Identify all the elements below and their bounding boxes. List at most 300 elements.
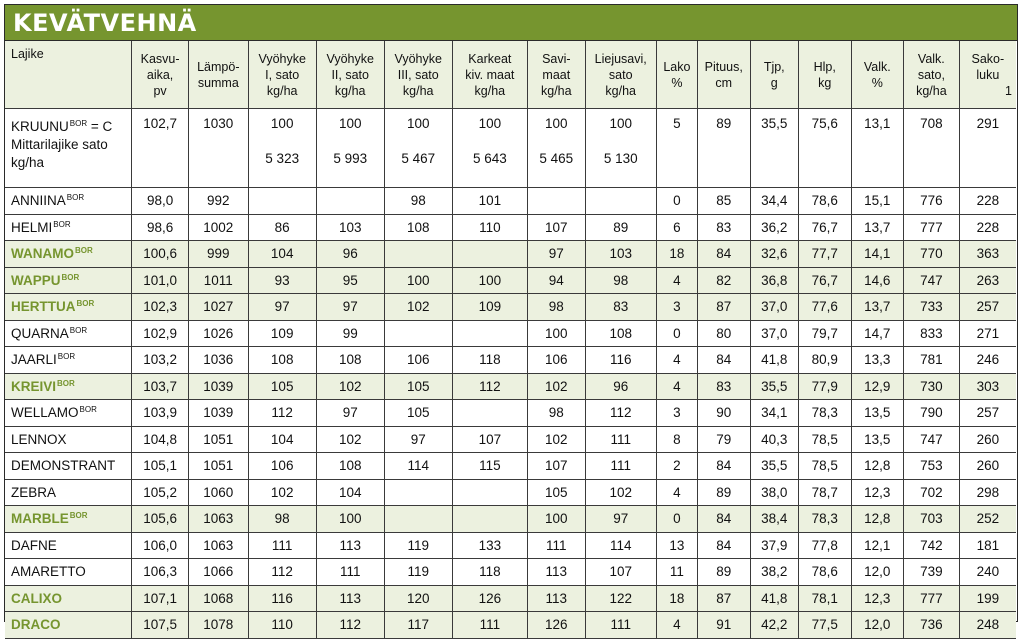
- value-cell: 78,3: [798, 506, 851, 533]
- value-cell: 76,7: [798, 267, 851, 294]
- value-cell: 1027: [188, 294, 248, 321]
- value-cell: 13,3: [851, 347, 904, 374]
- absolute-yield: 5 467: [401, 151, 436, 166]
- column-header: [316, 41, 384, 109]
- value-cell: 78,1: [798, 585, 851, 612]
- column-header-line: Karkeat: [468, 51, 512, 66]
- reference-value-cell: [527, 109, 585, 188]
- column-header-line: kiv. maat: [465, 67, 515, 82]
- table-title: KEVÄTVEHNÄ: [13, 8, 197, 37]
- value-cell: 105,6: [132, 506, 189, 533]
- value-cell: 98: [527, 400, 585, 427]
- reference-value-cell: [132, 109, 189, 188]
- value-cell: 1063: [188, 532, 248, 559]
- column-header-line: %: [871, 75, 883, 90]
- value-cell: 109: [452, 294, 527, 321]
- value-cell: 103,2: [132, 347, 189, 374]
- value-cell: 86: [248, 214, 316, 241]
- absolute-yield: 5 130: [603, 151, 638, 166]
- value-cell: 98: [384, 188, 452, 215]
- variety-name-cell: [5, 532, 132, 559]
- column-header-line: kg/ha: [474, 83, 506, 98]
- value-cell: 14,6: [851, 267, 904, 294]
- value-cell: 4: [656, 612, 697, 639]
- value-cell: 77,8: [798, 532, 851, 559]
- value-cell: 12,3: [851, 585, 904, 612]
- value-cell: 89: [697, 559, 750, 586]
- column-header-line: aika,: [146, 67, 174, 82]
- value-cell: 298: [959, 479, 1016, 506]
- absolute-yield: 5 465: [539, 151, 574, 166]
- value-cell: 2: [656, 453, 697, 480]
- column-header-line: kg/ha: [916, 83, 947, 98]
- value-cell: 113: [527, 585, 585, 612]
- value-cell: 102: [316, 373, 384, 400]
- value-cell: 113: [316, 532, 384, 559]
- value-cell: 116: [585, 347, 656, 374]
- value-cell: 12,8: [851, 453, 904, 480]
- value-cell: 107: [585, 559, 656, 586]
- column-header-line: Vyöhyke: [394, 51, 442, 66]
- value-cell: 703: [904, 506, 960, 533]
- column-header-line: Lako: [663, 59, 691, 74]
- relative-value: 100: [270, 116, 294, 131]
- value-cell: 37,9: [750, 532, 798, 559]
- value-cell: 79: [697, 426, 750, 453]
- value-cell: 105: [384, 400, 452, 427]
- value-cell: 106,0: [132, 532, 189, 559]
- value-cell: 97: [316, 400, 384, 427]
- value-cell: 99: [316, 320, 384, 347]
- value-cell: 181: [959, 532, 1016, 559]
- bor-superscript: BOR: [57, 352, 76, 362]
- spacer: [453, 134, 527, 149]
- value-cell: 103: [316, 214, 384, 241]
- value-cell: 112: [316, 612, 384, 639]
- value-cell: 97: [527, 241, 585, 268]
- value-cell: 257: [959, 294, 1016, 321]
- value-cell: 40,3: [750, 426, 798, 453]
- relative-value: 89: [716, 116, 732, 131]
- value-cell: 1011: [188, 267, 248, 294]
- value-cell: 83: [697, 373, 750, 400]
- table-row: [5, 241, 1016, 268]
- relative-value: 75,6: [811, 116, 838, 131]
- variety-name: WELLAMO: [11, 405, 79, 421]
- value-cell: 18: [656, 585, 697, 612]
- value-cell: 84: [697, 453, 750, 480]
- column-header: [904, 41, 960, 109]
- value-cell: 100: [452, 267, 527, 294]
- value-cell: 78,6: [798, 188, 851, 215]
- value-cell: 12,9: [851, 373, 904, 400]
- value-cell: 100: [527, 320, 585, 347]
- table-row: [5, 267, 1016, 294]
- header-row: [5, 41, 1016, 109]
- reference-subtitle: Mittarilajike sato kg/ha: [11, 137, 108, 170]
- value-cell: 100: [384, 267, 452, 294]
- value-cell: [384, 241, 452, 268]
- value-cell: 34,1: [750, 400, 798, 427]
- value-cell: 992: [188, 188, 248, 215]
- relative-value: 13,1: [864, 116, 891, 131]
- spacer: [528, 134, 585, 149]
- table-row: [5, 453, 1016, 480]
- value-cell: 747: [904, 267, 960, 294]
- column-header-line: %: [671, 75, 683, 90]
- bor-superscript: BOR: [61, 272, 80, 282]
- variety-name-cell: [5, 479, 132, 506]
- value-cell: 78,5: [798, 426, 851, 453]
- value-cell: 13,7: [851, 294, 904, 321]
- value-cell: [452, 479, 527, 506]
- column-header-line: Vyöhyke: [258, 51, 306, 66]
- reference-value-cell: [656, 109, 697, 188]
- column-header-line: Hlp,: [813, 59, 836, 74]
- value-cell: 12,1: [851, 532, 904, 559]
- value-cell: 77,6: [798, 294, 851, 321]
- value-cell: 98: [248, 506, 316, 533]
- value-cell: 1068: [188, 585, 248, 612]
- column-header: [132, 41, 189, 109]
- bor-superscript: BOR: [57, 378, 75, 388]
- value-cell: 77,9: [798, 373, 851, 400]
- value-cell: 730: [904, 373, 960, 400]
- column-header-line: Lämpö-: [197, 59, 240, 74]
- value-cell: 248: [959, 612, 1016, 639]
- value-cell: 118: [452, 347, 527, 374]
- spacer: [586, 134, 656, 149]
- value-cell: 78,3: [798, 400, 851, 427]
- value-cell: 260: [959, 453, 1016, 480]
- value-cell: 702: [904, 479, 960, 506]
- value-cell: 770: [904, 241, 960, 268]
- value-cell: [452, 400, 527, 427]
- column-header: [656, 41, 697, 109]
- value-cell: [384, 320, 452, 347]
- value-cell: 104: [316, 479, 384, 506]
- value-cell: 85: [697, 188, 750, 215]
- bor-superscript: BOR: [76, 299, 95, 309]
- variety-table-panel: [4, 4, 1018, 633]
- variety-name-cell: [5, 188, 132, 215]
- value-cell: 94: [527, 267, 585, 294]
- column-header-line: cm: [715, 75, 733, 90]
- value-cell: 120: [384, 585, 452, 612]
- value-cell: 89: [697, 479, 750, 506]
- table-row: [5, 479, 1016, 506]
- value-cell: 108: [248, 347, 316, 374]
- value-cell: 77,5: [798, 612, 851, 639]
- variety-name: ZEBRA: [11, 484, 57, 500]
- value-cell: 742: [904, 532, 960, 559]
- value-cell: 87: [697, 585, 750, 612]
- absolute-yield: 5 643: [472, 151, 507, 166]
- value-cell: 111: [527, 532, 585, 559]
- column-header: [750, 41, 798, 109]
- relative-value: 100: [545, 116, 568, 131]
- value-cell: [585, 188, 656, 215]
- column-header-line: luku: [976, 67, 1000, 82]
- variety-name: MARBLE: [11, 511, 69, 527]
- value-cell: 112: [248, 559, 316, 586]
- value-cell: 111: [316, 559, 384, 586]
- column-header-line: maat: [542, 67, 571, 82]
- value-cell: 6: [656, 214, 697, 241]
- value-cell: 122: [585, 585, 656, 612]
- variety-name: HELMI: [11, 219, 53, 235]
- value-cell: 102: [316, 426, 384, 453]
- value-cell: 35,5: [750, 373, 798, 400]
- value-cell: [527, 188, 585, 215]
- value-cell: 102: [527, 426, 585, 453]
- value-cell: 84: [697, 241, 750, 268]
- value-cell: 4: [656, 347, 697, 374]
- value-cell: 111: [585, 453, 656, 480]
- table-row: [5, 559, 1016, 586]
- value-cell: 105,1: [132, 453, 189, 480]
- column-header-line: kg: [818, 75, 832, 90]
- variety-name-cell: [5, 426, 132, 453]
- value-cell: 84: [697, 532, 750, 559]
- value-cell: 13: [656, 532, 697, 559]
- bor-superscript: BOR: [75, 246, 93, 256]
- variety-name: WAPPU: [11, 272, 61, 288]
- reference-value-cell: [959, 109, 1016, 188]
- value-cell: 781: [904, 347, 960, 374]
- value-cell: 113: [527, 559, 585, 586]
- column-header: [527, 41, 585, 109]
- value-cell: 790: [904, 400, 960, 427]
- value-cell: 32,6: [750, 241, 798, 268]
- value-cell: [384, 479, 452, 506]
- variety-name-cell: [5, 585, 132, 612]
- relative-value: 5: [673, 116, 681, 131]
- variety-name: KRUUNU: [11, 119, 69, 134]
- value-cell: 1060: [188, 479, 248, 506]
- variety-name: KREIVI: [11, 378, 57, 394]
- value-cell: 1051: [188, 453, 248, 480]
- value-cell: 3: [656, 294, 697, 321]
- column-header-line: Kasvu-: [140, 51, 180, 66]
- spacer: [385, 134, 452, 149]
- variety-name: HERTTUA: [11, 299, 76, 315]
- value-cell: 107,5: [132, 612, 189, 639]
- value-cell: 98,6: [132, 214, 189, 241]
- value-cell: 13,7: [851, 214, 904, 241]
- column-header: [188, 41, 248, 109]
- value-cell: 4: [656, 373, 697, 400]
- value-cell: 35,5: [750, 453, 798, 480]
- column-header-line: 1: [1005, 83, 1012, 98]
- variety-name-cell: [5, 241, 132, 268]
- relative-value: 708: [920, 116, 943, 131]
- value-cell: 102,3: [132, 294, 189, 321]
- value-cell: 112: [452, 373, 527, 400]
- variety-name-cell: [5, 109, 132, 188]
- bor-superscript: BOR: [53, 219, 71, 229]
- value-cell: 36,2: [750, 214, 798, 241]
- reference-value-cell: [904, 109, 960, 188]
- column-header-line: Lajike: [11, 47, 44, 61]
- column-header: [959, 41, 1016, 109]
- variety-name-cell: [5, 612, 132, 639]
- value-cell: 97: [316, 294, 384, 321]
- column-header-line: I, sato: [265, 67, 300, 82]
- value-cell: 12,8: [851, 506, 904, 533]
- value-cell: 1036: [188, 347, 248, 374]
- value-cell: 999: [188, 241, 248, 268]
- table-row: [5, 532, 1016, 559]
- value-cell: [248, 188, 316, 215]
- value-cell: 1039: [188, 400, 248, 427]
- value-cell: 82: [697, 267, 750, 294]
- table-row: [5, 400, 1016, 427]
- value-cell: 12,0: [851, 559, 904, 586]
- column-header: [851, 41, 904, 109]
- value-cell: 111: [452, 612, 527, 639]
- value-cell: 111: [585, 612, 656, 639]
- reference-row: [5, 109, 1016, 188]
- value-cell: 36,8: [750, 267, 798, 294]
- value-cell: 228: [959, 214, 1016, 241]
- value-cell: 257: [959, 400, 1016, 427]
- value-cell: 97: [248, 294, 316, 321]
- value-cell: 102: [585, 479, 656, 506]
- value-cell: 199: [959, 585, 1016, 612]
- relative-value: 100: [406, 116, 430, 131]
- value-cell: 96: [585, 373, 656, 400]
- value-cell: 1066: [188, 559, 248, 586]
- value-cell: 18: [656, 241, 697, 268]
- value-cell: 733: [904, 294, 960, 321]
- relative-value: 102,7: [143, 116, 177, 131]
- column-header-line: Valk.: [863, 59, 891, 74]
- value-cell: 4: [656, 267, 697, 294]
- value-cell: 98,0: [132, 188, 189, 215]
- relative-value: 35,5: [761, 116, 788, 131]
- table-row: [5, 294, 1016, 321]
- reference-value-cell: [750, 109, 798, 188]
- bor-superscript: BOR: [66, 193, 85, 203]
- value-cell: 102: [527, 373, 585, 400]
- value-cell: 98: [527, 294, 585, 321]
- value-cell: 303: [959, 373, 1016, 400]
- value-cell: 126: [452, 585, 527, 612]
- value-cell: 116: [248, 585, 316, 612]
- reference-value-cell: [585, 109, 656, 188]
- bor-superscript: BOR: [79, 405, 97, 415]
- table-row: [5, 426, 1016, 453]
- column-header: [452, 41, 527, 109]
- value-cell: 113: [316, 585, 384, 612]
- value-cell: 105: [248, 373, 316, 400]
- value-cell: 95: [316, 267, 384, 294]
- value-cell: 79,7: [798, 320, 851, 347]
- value-cell: 4: [656, 479, 697, 506]
- value-cell: 97: [585, 506, 656, 533]
- value-cell: 117: [384, 612, 452, 639]
- value-cell: 78,5: [798, 453, 851, 480]
- table-row: [5, 585, 1016, 612]
- value-cell: 102: [384, 294, 452, 321]
- spacer: [249, 134, 316, 149]
- value-cell: 37,0: [750, 294, 798, 321]
- value-cell: 363: [959, 241, 1016, 268]
- value-cell: 0: [656, 506, 697, 533]
- variety-name-cell: [5, 400, 132, 427]
- column-header-line: kg/ha: [605, 83, 636, 98]
- reference-value-cell: [188, 109, 248, 188]
- value-cell: 777: [904, 214, 960, 241]
- reference-value-cell: [798, 109, 851, 188]
- value-cell: 103,9: [132, 400, 189, 427]
- value-cell: 80: [697, 320, 750, 347]
- value-cell: 13,5: [851, 400, 904, 427]
- value-cell: 0: [656, 320, 697, 347]
- value-cell: 105: [527, 479, 585, 506]
- variety-name-cell: [5, 214, 132, 241]
- value-cell: 246: [959, 347, 1016, 374]
- value-cell: 736: [904, 612, 960, 639]
- column-header: [5, 41, 132, 109]
- relative-value: 100: [338, 116, 362, 131]
- value-cell: 102: [248, 479, 316, 506]
- variety-table: [5, 41, 1016, 639]
- value-cell: 100: [527, 506, 585, 533]
- value-cell: 119: [384, 559, 452, 586]
- relative-value: 291: [976, 116, 1000, 131]
- variety-name: WANAMO: [11, 246, 74, 262]
- value-cell: 228: [959, 188, 1016, 215]
- value-cell: 100: [316, 506, 384, 533]
- title-bar: [5, 5, 1017, 41]
- value-cell: 104,8: [132, 426, 189, 453]
- value-cell: 96: [316, 241, 384, 268]
- value-cell: 15,1: [851, 188, 904, 215]
- table-header: [5, 41, 1016, 109]
- value-cell: 106: [527, 347, 585, 374]
- reference-value-cell: [697, 109, 750, 188]
- table-row: [5, 612, 1016, 639]
- value-cell: 34,4: [750, 188, 798, 215]
- value-cell: 3: [656, 400, 697, 427]
- value-cell: 108: [585, 320, 656, 347]
- column-header-line: II, sato: [331, 67, 369, 82]
- value-cell: 110: [248, 612, 316, 639]
- column-header-line: g: [770, 75, 778, 90]
- column-header-line: Vyöhyke: [326, 51, 374, 66]
- value-cell: 109: [248, 320, 316, 347]
- value-cell: 107: [527, 453, 585, 480]
- value-cell: 89: [585, 214, 656, 241]
- value-cell: 41,8: [750, 347, 798, 374]
- reference-value-cell: [248, 109, 316, 188]
- spacer: [317, 134, 384, 149]
- bor-superscript: BOR: [69, 119, 88, 128]
- reference-value-cell: [316, 109, 384, 188]
- value-cell: 84: [697, 506, 750, 533]
- value-cell: 118: [452, 559, 527, 586]
- variety-name: ANNIINA: [11, 193, 66, 209]
- value-cell: [316, 188, 384, 215]
- value-cell: 91: [697, 612, 750, 639]
- value-cell: 104: [248, 426, 316, 453]
- value-cell: 111: [248, 532, 316, 559]
- variety-name-cell: [5, 347, 132, 374]
- value-cell: 78,7: [798, 479, 851, 506]
- value-cell: 252: [959, 506, 1016, 533]
